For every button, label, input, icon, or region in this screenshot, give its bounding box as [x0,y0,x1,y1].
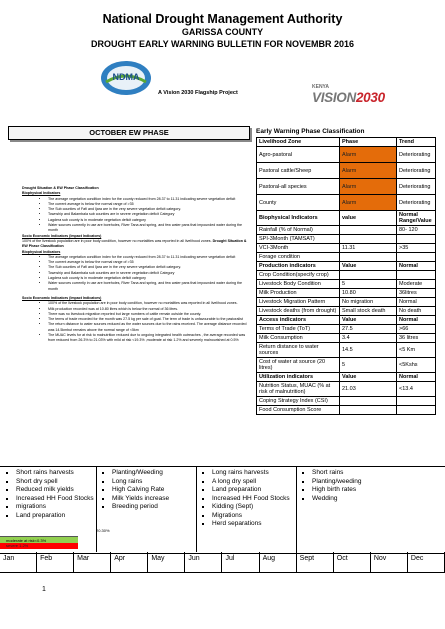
table-cell: 14.5 [340,343,397,358]
table-cell [340,271,397,280]
table-cell: Deteriorating [397,195,436,211]
vision-2030-logo [312,90,385,105]
table-header-row [257,373,436,382]
list-item: • Water sources currently in use are boreholes, River Tana and spring, and few water pans that impounded water during the month [48,281,250,292]
table-header-row [257,138,436,147]
table-cell: No death [397,307,436,316]
season-item: ▪ High birth rates [312,486,445,495]
bio-heading: Biophysical Indicators [22,191,61,196]
month-cell: Apr [111,552,148,572]
socio-list [22,301,250,343]
bio-list [22,197,250,234]
season-item: ▪ Short dry spell [16,478,96,487]
month-cell: Mar [74,552,111,572]
season-column [296,467,445,553]
table-cell: >35 [397,244,436,253]
table-row [257,307,436,316]
table-row [257,195,436,211]
table-header-cell: Value [340,373,397,382]
season-column [196,467,296,553]
ndma-logo-text: NDMA [112,72,140,82]
table-cell: Alarm [340,147,397,163]
table-row [257,325,436,334]
season-item: ▪ Migrations [212,512,296,521]
ndma-logo [100,60,152,96]
table-cell: Terms of Trade (ToT) [257,325,340,334]
season-item: ▪ Increased HH Food Stocks [16,495,96,504]
season-item: ▪ Increased HH Food Stocks [212,495,296,504]
table-cell: Agro-pastoral [257,147,340,163]
month-cell: Oct [334,552,371,572]
bio-heading-2: Biophysical Indicators [22,249,61,254]
table-header-cell: Production indicators [257,262,340,271]
severe-risk-bar: severe 1.2% [0,543,78,549]
list-item: • Lagdera sub county is in moderate vegetation deficit category [48,218,250,223]
ew-classification-table [256,137,436,415]
county-name: GARISSA COUNTY [181,27,264,37]
table-cell [397,397,436,406]
table-header-cell: Value [340,262,397,271]
table-row [257,397,436,406]
table-header-cell: Utilization indicators [257,373,340,382]
month-cell: May [148,552,185,572]
table-cell: 27.5 [340,325,397,334]
month-cell: Jan [0,552,37,572]
list-item: • Township and Balambala sub counties are in severe vegetation deficit Category [48,271,250,276]
season-column [96,467,196,553]
table-cell: 5 [340,280,397,289]
table-cell: SPI-3Month (TAMSAT) [257,235,340,244]
moderate-risk-bar: moderate at risk<0.3% [0,536,78,544]
table-cell: <13.4 [397,382,436,397]
season-item: ▪ Reduced milk yields [16,486,96,495]
pct-label: 20.30% [96,528,110,533]
season-item: ▪ Short rains harvests [16,469,96,478]
table-row [257,179,436,195]
table-header-cell: Normal Range/Value [397,211,436,226]
season-item: ▪ Land preparation [16,512,96,521]
table-cell: Return distance to water sources [257,343,340,358]
season-item: ▪ Wedding [312,495,445,504]
season-item: ▪ Kidding (Sept) [212,503,296,512]
season-list [96,469,196,512]
socio-heading: Socio Economic Indicators (Impact Indicators) [22,233,102,238]
table-cell: Alarm [340,195,397,211]
table-cell: No migration [340,298,397,307]
table-cell: <5 Km [397,343,436,358]
table-header-cell: Access indicators [257,316,340,325]
table-header-cell: Normal [397,262,436,271]
table-row [257,235,436,244]
table-header-cell: Phase [340,138,397,147]
table-row [257,343,436,358]
list-item: • The average vegetation condition index for the county reduced from 28.37 to 11.31 indicating severe vegetation deficit [48,255,250,260]
season-divider [196,466,197,552]
table-cell: Normal [397,298,436,307]
phase-label: EW PHASE [128,128,169,137]
table-row [257,271,436,280]
list-item: • The return distance to water sources reduced as the water sources due to the rains received. The average distance recorded was 14.5kmbut remains above the normal range of <5km [48,322,250,333]
bio-list-2 [22,255,250,292]
list-item: • The average vegetation condition index for the county reduced from 28.37 to 11.31 indicating severe vegetation deficit [48,197,250,202]
list-item: • The current average is below the normal range of >35 [48,202,250,207]
season-item: ▪ Land preparation [212,486,296,495]
table-header-row [257,262,436,271]
table-cell: Nutrition Status, MUAC (% at risk of malnutrition) [257,382,340,397]
list-item: • Water sources currently in use are boreholes, River Tana and spring, and few water pans that impounded water during the month [48,223,250,234]
table-cell [397,406,436,415]
table-cell: Small stock death [340,307,397,316]
page-number: 1 [42,586,46,593]
table-header-cell: Value [340,316,397,325]
table-cell [397,253,436,262]
table-header-cell: Livelihood Zone [257,138,340,147]
table-cell [397,271,436,280]
table-cell: Deteriorating [397,179,436,195]
list-item: • Milk production recorded was at 10.80 litres which is below the normal of 36 litres. [48,307,250,312]
flagship-label: A Vision 2030 Flagship Project [158,90,238,96]
list-item: • There was no livestock migration reported but large numbers of cattle remain outside the county. [48,312,250,317]
bulletin-title: DROUGHT EARLY WARNING BULLETIN FOR NOVEMBR 2016 [90,39,355,49]
month-cell: Sept [297,552,334,572]
table-cell: County [257,195,340,211]
situation-text-column [22,186,250,468]
phase-month: OCTOBER [89,128,127,137]
table-row [257,147,436,163]
season-item: ▪ Short rains [312,469,445,478]
table-cell: Pastoral cattle/Sheep [257,163,340,179]
table-cell: Rainfall (% of Normal) [257,226,340,235]
table-header-cell: Normal [397,316,436,325]
month-cell: Jun [185,552,222,572]
vision-year: 2030 [355,90,385,105]
table-row [257,253,436,262]
table-cell: VCI-3Month [257,244,340,253]
socio-heading-2: Socio Economic Indicators (Impact Indicators) [22,295,102,300]
table-cell: 36 litres [397,334,436,343]
ew-phase-box [8,126,250,140]
table-row [257,289,436,298]
table-cell: Livestock Migration Pattern [257,298,340,307]
season-divider [296,466,297,552]
season-item: ▪ migrations [16,503,96,512]
table-cell: Milk Consumption [257,334,340,343]
table-cell: 5 [340,358,397,373]
season-item: ▪ Planting/weeding [312,478,445,487]
table-cell: Deteriorating [397,163,436,179]
table-cell: Coping Strategy Index (CSI) [257,397,340,406]
season-list [0,469,96,520]
table-row [257,298,436,307]
ew-classification-title: Early Warning Phase Classification [256,128,365,135]
vision-word: VISION [312,90,356,105]
season-item: ▪ Herd separations [212,520,296,529]
season-item: ▪ Planting/Weeding [112,469,196,478]
list-item: • The Sub counties of Fafi and Ijara are in the very severe vegetation deficit category. [48,265,250,270]
month-cell: Feb [37,552,74,572]
table-cell [340,253,397,262]
table-cell: Milk Production [257,289,340,298]
list-item: • The MUAC levels for at risk to malnutrition reduced due to ongoing integrated health outreaches , the average recorded was from reduced from 26.3% to 21.03% with mild at risk <19.3% ,moderate at risk 1.2% and severely malnourished at 0.5% [48,333,250,344]
table-cell: Alarm [340,179,397,195]
bulletin-header [0,12,445,50]
list-item: • The terms of trade recorded for the month was 27.5 kg per sale of goat. The term of trade is unfavourable to the pastoralist [48,317,250,322]
season-item: ▪ High Calving Rate [112,486,196,495]
table-cell: Livestock deaths (from drought) [257,307,340,316]
table-cell: Pastoral-all species [257,179,340,195]
table-row [257,244,436,253]
table-cell: Livestock Body Condition [257,280,340,289]
table-row [257,334,436,343]
table-header-cell: Trend [397,138,436,147]
list-item: • Township and Balambala sub counties are in severe vegetation deficit Category [48,212,250,217]
table-cell [340,226,397,235]
table-row [257,406,436,415]
table-cell: Crop Condition(specify crop) [257,271,340,280]
table-cell: 3.4 [340,334,397,343]
table-cell: 21.03 [340,382,397,397]
socio-text: 100% of the livestock population are in poor body condition, however no mortalities was reported in all livelihood zones. Drought Situation & EW Phase Classification [22,238,247,249]
season-item: ▪ Milk Yields increase [112,495,196,504]
list-item: • The Sub counties of Fafi and Ijara are in the very severe vegetation deficit category. [48,207,250,212]
table-cell: 10.80 [340,289,397,298]
table-row [257,358,436,373]
table-header-row [257,211,436,226]
table-cell: Food Consumption Score [257,406,340,415]
table-cell [340,397,397,406]
season-item: ▪ A long dry spell [212,478,296,487]
table-cell: Cost of water at source (20 litres) [257,358,340,373]
kenya-label: KENYA [312,84,330,90]
table-cell [397,235,436,244]
table-cell: 11.31 [340,244,397,253]
month-cell: Jul [223,552,260,572]
table-header-cell: Biophysical Indicators [257,211,340,226]
month-cell: Aug [260,552,297,572]
season-divider [96,466,97,552]
season-item: ▪ Long rains [112,478,196,487]
table-cell: 36litres [397,289,436,298]
month-strip [0,552,445,573]
table-row [257,280,436,289]
season-list [296,469,445,503]
list-item: • 100% of the livestock population are in poor body condition, however no mortalities was reported in all livelihood zones. [48,301,250,306]
table-cell [340,235,397,244]
list-item: • The current average is below the normal range of >35 [48,260,250,265]
table-cell: Alarm [340,163,397,179]
table-header-cell: value [340,211,397,226]
season-item: ▪ Long rains harvests [212,469,296,478]
table-cell: Forage condition [257,253,340,262]
table-cell: <5Kshs [397,358,436,373]
page-title: National Drought Management Authority [102,12,343,26]
list-item: • Lagdera sub county is in moderate vegetation deficit category [48,276,250,281]
month-cell: Dec [408,552,445,572]
table-cell: >66 [397,325,436,334]
table-cell: 80- 120 [397,226,436,235]
month-cell: Nov [371,552,408,572]
table-cell [340,406,397,415]
table-row [257,163,436,179]
table-cell: Deteriorating [397,147,436,163]
table-row [257,382,436,397]
table-header-cell: Normal [397,373,436,382]
season-list [196,469,296,529]
situation-heading: Drought Situation & EW Phase Classification [22,186,99,190]
table-cell: Moderate [397,280,436,289]
table-row [257,226,436,235]
season-item: ▪ Breeding period [112,503,196,512]
table-header-row [257,316,436,325]
